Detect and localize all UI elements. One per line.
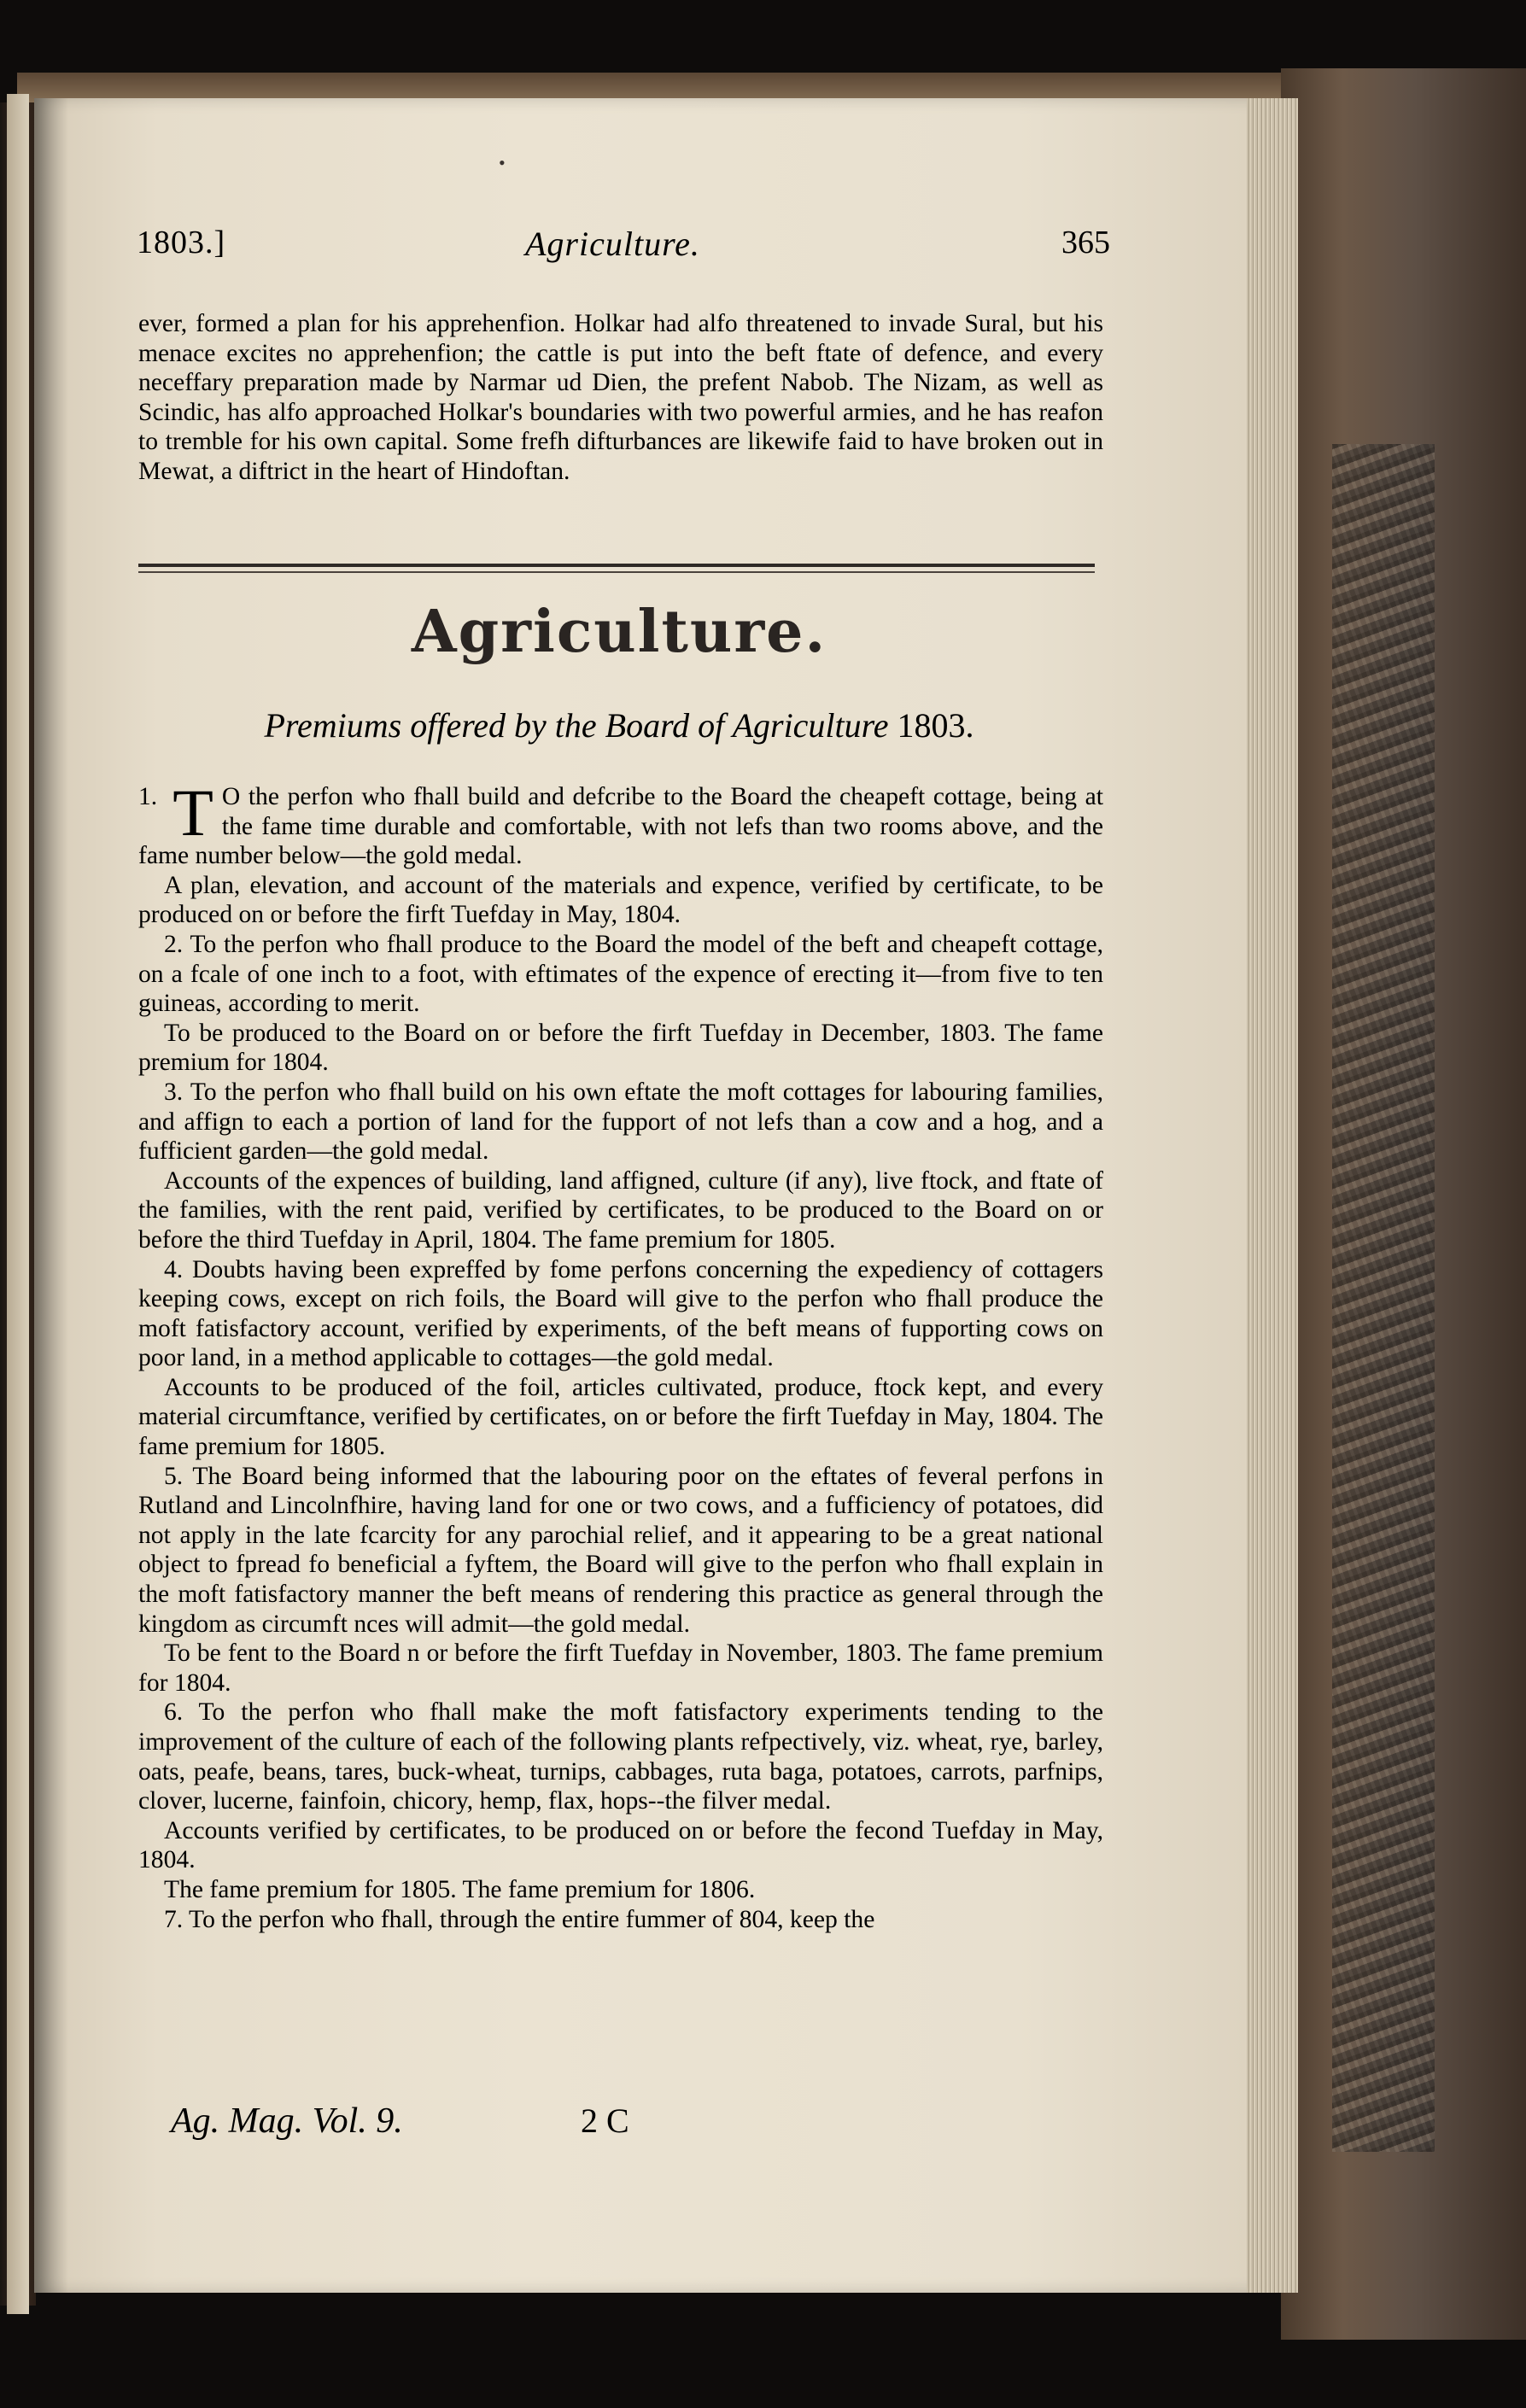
body-paragraph: 2. To the perfon who fhall produce to the Board the model of the beft and cheapeft cottage, on a fcale of one inch to a foot, with eftimates of the expence of erecting it—from five to ten guineas, according to merit. bbox=[138, 930, 1103, 1018]
body-paragraph: A plan, elevation, and account of the materials and expence, verified by certificate, to be produced on or before the firft Tuefday in May, 1804. bbox=[138, 871, 1103, 929]
running-head-year: 1803.] bbox=[137, 225, 226, 260]
section-rule-thin bbox=[138, 571, 1095, 573]
body-paragraph: Accounts verified by certificates, to be produced on or before the fecond Tuefday in May, 1804. bbox=[138, 1816, 1103, 1874]
drop-cap: T bbox=[172, 775, 213, 850]
intro-text: ever, formed a plan for his apprehenfion. Holkar had alfo threatened to invade Sural, but his menace excites no apprehenfion; the cattle is put into the beft ftate of defence, and every neceffary preparation made by Narmar ud Dien, the prefent Nabob. The Nizam, as well as Scindic, has alfo approached Holkar's boundaries with two powerful armies, and he has reafon to tremble for his own capital. Some frefh difturbances are likewife faid to have broken out in Mewat, a diftrict in the heart of Hindoftan. bbox=[138, 310, 1103, 485]
body-paragraph: To be fent to the Board n or before the firft Tuefday in November, 1803. The fame premium for 1804. bbox=[138, 1639, 1103, 1697]
body-paragraph: To be produced to the Board on or before the firft Tuefday in December, 1803. The fame premium for 1804. bbox=[138, 1019, 1103, 1077]
body-paragraph: The fame premium for 1805. The fame premium for 1806. bbox=[164, 1875, 756, 1903]
body-paragraph: 4. Doubts having been expreffed by fome perfons concerning the expediency of cottagers keeping cows, except on rich foils, the Board will give to the perfon who fhall produce the moft fatisfactory account, verified by experiments, of the beft means of fupporting cows on poor land, in a method applicable to cottages—the gold medal. bbox=[138, 1255, 1103, 1372]
body-paragraph: Accounts to be produced of the foil, articles cultivated, produce, ftock kept, and every material circumftance, verified by certificates, on or before the firft Tuefday in May, 1804. The fame premium for 1805. bbox=[138, 1373, 1103, 1461]
body-paragraph: 3. To the perfon who fhall build on his own eftate the moft cottages for labouring families, and affign to each a portion of land for the fupport of not lefs than a cow and a hog, and a fufficient garden—the gold medal. bbox=[138, 1078, 1103, 1166]
running-head-title: Agriculture. bbox=[525, 225, 700, 263]
paragraph-text: O the perfon who fhall build and defcribe to the Board the cheapeft cottage, being at the fame time durable and comfortable, with not lefs than two rooms above, and the fame number below—the gold medal. bbox=[138, 783, 1103, 870]
running-head bbox=[137, 224, 1110, 275]
premiums-body bbox=[138, 775, 1103, 1934]
page-number: 365 bbox=[1061, 225, 1110, 260]
section-title: Agriculture. bbox=[411, 598, 827, 666]
paragraph-number: 1. bbox=[138, 783, 158, 810]
subtitle-year: 1803. bbox=[897, 706, 974, 745]
body-paragraph: Accounts of the expences of building, land affigned, culture (if any), live ftock, and ftate of the families, with the rent paid, verified by certificates, to be produced to the Board on or before the third Tuefday in April, 1804. The fame premium for 1805. bbox=[138, 1166, 1103, 1254]
page-stack-edge bbox=[1247, 98, 1298, 2293]
intro-paragraph bbox=[138, 309, 1103, 487]
page-footer bbox=[171, 2101, 769, 2143]
body-paragraph: 5. The Board being informed that the labouring poor on the eftates of feveral perfons in Rutland and Lincolnfhire, having land for one or two cows, and a fufficiency of potatoes, did not apply in the late fcarcity for any parochial relief, and it appearing to be a great national object to fpread fo beneficial a fyftem, the Board will give to the perfon who fhall explain in the moft fatisfactory manner the beft means of rendering this practice as general through the kingdom as circumft nces will admit—the gold medal. bbox=[138, 1462, 1103, 1638]
body-paragraph: 6. To the perfon who fhall make the moft fatisfactory experiments tending to the improvement of the culture of each of the following plants refpectively, viz. wheat, rye, barley, oats, peafe, beans, tares, buck-wheat, turnips, cabbages, ruta baga, potatoes, carrots, parfnips, clover, lucerne, fainfoin, chicory, hemp, flax, hops--the filver medal. bbox=[138, 1698, 1103, 1815]
section-subtitle bbox=[137, 705, 1102, 745]
marbled-edge bbox=[1332, 444, 1435, 2152]
ornament-mark: • bbox=[499, 152, 506, 173]
section-rule-thick bbox=[138, 564, 1095, 567]
premium-paragraph-1 bbox=[138, 775, 1103, 871]
facing-page-edge bbox=[7, 94, 29, 2314]
signature-mark: 2 C bbox=[581, 2101, 629, 2140]
body-paragraph: 7. To the perfon who fhall, through the entire fummer of 804, keep the bbox=[164, 1905, 875, 1933]
footer-signature: Ag. Mag. Vol. 9. bbox=[171, 2101, 403, 2141]
gutter-shadow bbox=[34, 98, 68, 2293]
subtitle-text: Premiums offered by the Board of Agriculture bbox=[264, 706, 889, 745]
